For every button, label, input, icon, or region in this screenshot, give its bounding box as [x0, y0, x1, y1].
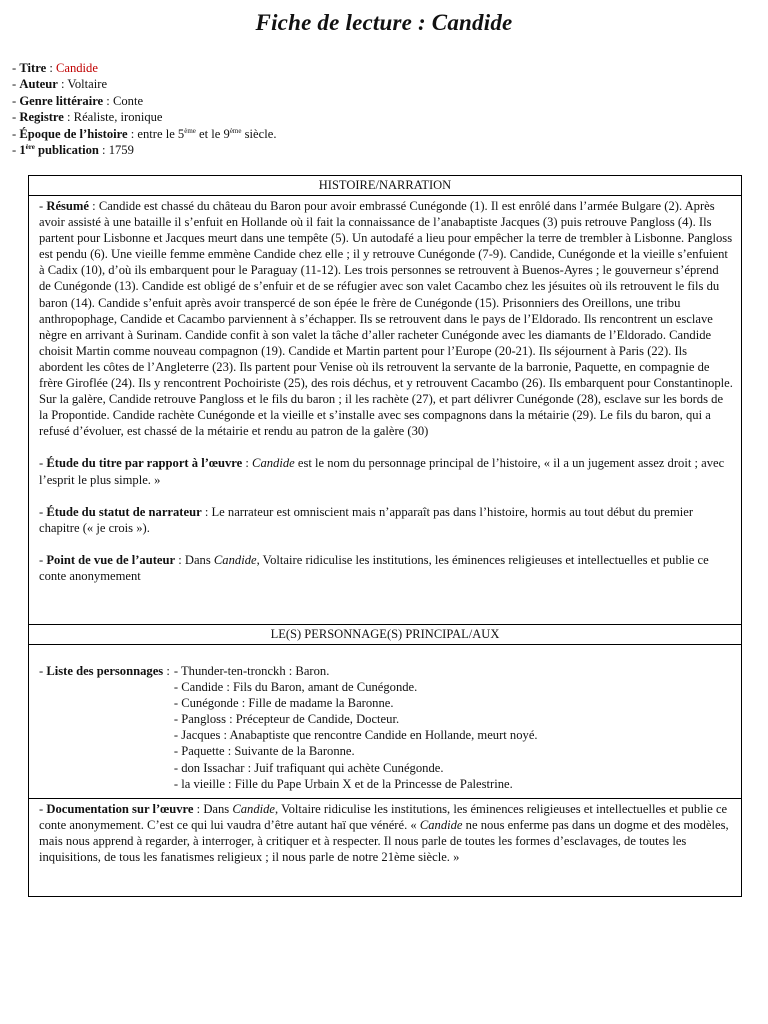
- character-item: - Candide : Fils du Baron, amant de Cunégonde.: [173, 680, 418, 695]
- documentation-paragraph: - Documentation sur l’œuvre : Dans Candide, Voltaire ridiculise les institutions, les éminences religieuses et intellectuelles et publie ce conte anonymement. C’est ce qui lui vaudra d’être autant haï que vénéré. « Candide ne nous enferme pas dans un dogme et des modèles, mais nous apprend à regarder, à interroger, à critiquer et à respecter. Il nous parle de toutes les formes d’esclavages, de toutes les inquisitions, de tous les fanatismes religieux ; il nous parle de notre 21ème siècle. »: [39, 802, 729, 865]
- reading-sheet-table: [28, 175, 742, 897]
- titre-study-paragraph: - Étude du titre par rapport à l’œuvre : Candide est le nom du personnage principal de l’histoire, « il a un jugement assez droit ; avec l’esprit le plus simple. »: [39, 456, 725, 487]
- point-de-vue-paragraph: - Point de vue de l’auteur : Dans Candide, Voltaire ridiculise les institutions, les éminences religieuses et intellectuelles et publie ce conte anonymement: [39, 552, 709, 583]
- meta-genre-value: Conte: [112, 93, 144, 108]
- character-item: - Jacques : Anabaptiste que rencontre Candide en Hollande, meurt noyé.: [173, 728, 538, 743]
- meta-titre-value: Candide: [55, 61, 98, 75]
- character-item: - Pangloss : Précepteur de Candide, Docteur.: [173, 712, 400, 727]
- meta-genre: - Genre littéraire : Conte: [12, 93, 144, 108]
- character-list: - Liste des personnages : - Thunder-ten-tronckh : Baron. - Candide : Fils du Baron, amant de Cunégonde. - Cunégonde : Fille de madame la Baronne. - Pangloss : Précepteur de Candide, Docteur. - Jacques : Anabaptiste que rencontre Candide en Hollande, meurt noyé. - Paquette : Suivante de la Baronne. - don Issachar : Juif trafiquant qui achète Cunégonde. - la vieille : Fille du Pape Urbain X et de la Princesse de Palestrine.: [39, 664, 538, 791]
- character-item: - Thunder-ten-tronckh : Baron.: [173, 664, 330, 678]
- meta-publication-value: 1759: [108, 143, 134, 158]
- section-header-personnages: LE(S) PERSONNAGE(S) PRINCIPAL/AUX: [29, 625, 741, 645]
- meta-auteur: - Auteur : Voltaire: [12, 77, 108, 92]
- character-item: - Cunégonde : Fille de madame la Baronne.: [173, 696, 394, 711]
- meta-titre: - Titre : Candide: [12, 61, 98, 75]
- narrateur-paragraph: - Étude du statut de narrateur : Le narrateur est omniscient mais n’apparaît pas dans l’histoire, hormis au tout début du premier chapitre (« je crois »).: [39, 504, 694, 535]
- meta-epoque: - Époque de l’histoire : entre le 5ème et le 9ème siècle.: [12, 126, 277, 141]
- character-item: - don Issachar : Juif trafiquant qui achète Cunégonde.: [173, 760, 444, 775]
- section-histoire: [29, 196, 741, 625]
- meta-publication: - 1ère publication : 1759: [12, 143, 134, 158]
- section-documentation: [29, 799, 741, 901]
- metadata-list: [12, 60, 276, 158]
- character-item: - la vieille : Fille du Pape Urbain X et de la Princesse de Palestrine.: [173, 776, 513, 791]
- meta-registre: - Registre : Réaliste, ironique: [12, 110, 163, 125]
- character-item: - Paquette : Suivante de la Baronne.: [173, 744, 355, 759]
- meta-registre-value: Réaliste, ironique: [73, 110, 163, 125]
- section-header-histoire: HISTOIRE/NARRATION: [29, 176, 741, 196]
- section-personnages: [29, 645, 741, 799]
- resume-paragraph: - Résumé : Candide est chassé du château du Baron pour avoir embrassé Cunégonde (1). Il est enrôlé dans l’armée Bulgare (2). Après avoir assisté à une bataille il s’enfuit en Hollande où il fait la connaissance de l’anabaptiste Jacques (3) puis retrouve Pangloss (4). Ils partent pour Lisbonne et Jacques meurt dans une tempête (5). Un autodafé a lieu pour empêcher la terre de trembler à Lisbonne. Pangloss est pendu (6). Une vieille femme emmène Candide chez elle ; il y retrouve Cunégonde (7-9). Candide, Cunégonde et la vieille s’enfuient à Cadix (10), d’où ils embarquent pour le Paraguay (11-12). Les trois personnes se retrouvent à Buenos-Ayres ; le gouverneur s’éprend de Cunégonde (13). Candide est obligé de s’enfuir et de se réfugier avec son valet Cacambo chez les jésuites où ils retrouvent le fils du baron (14). Candide s’enfuit après avoir transpercé de son épée le frère de Cunégonde (15). Prisonniers des Oreillons, une tribu anthropophage, Candide et Cacambo parviennent à s’échapper. Ils se retrouvent dans le pays de l’Eldorado. Ils rencontrent un esclave nègre en arrivant à Surinam. Candide confit à son valet la tâche d’aller racheter Cunégonde avec les diamants de l’Eldorado. Candide choisit Martin comme nouveau compagnon (19). Candide et Martin partent pour l’Europe (20-21). Ils séjournent à Paris (22). Ils abordent les côtes de l’Angleterre (23). Ils partent pour Venise où ils retrouvent la servante de la barronie, Paquette, en compagnie de frère Giroflée (24). Ils y rencontrent Pochoiriste (25), des rois déchus, et y retrouvent Cacambo (26). Ils embarquent pour Constantinople. Sur la galère, Candide retrouve Pangloss et le fils du baron ; il les rachète (27), et part délivrer Cunégonde (28), esclave sur les bords de la Propontide. Candide rachète Cunégonde et la vieille et s’installe avec ses compagnons dans la métairie (29). Le fils du baron, qui a refusé d’évoluer, est chassé de la métairie et rendu au patron de la galère (30): [39, 199, 733, 439]
- page-title: Fiche de lecture : Candide: [255, 10, 513, 35]
- meta-auteur-value: Voltaire: [67, 77, 108, 92]
